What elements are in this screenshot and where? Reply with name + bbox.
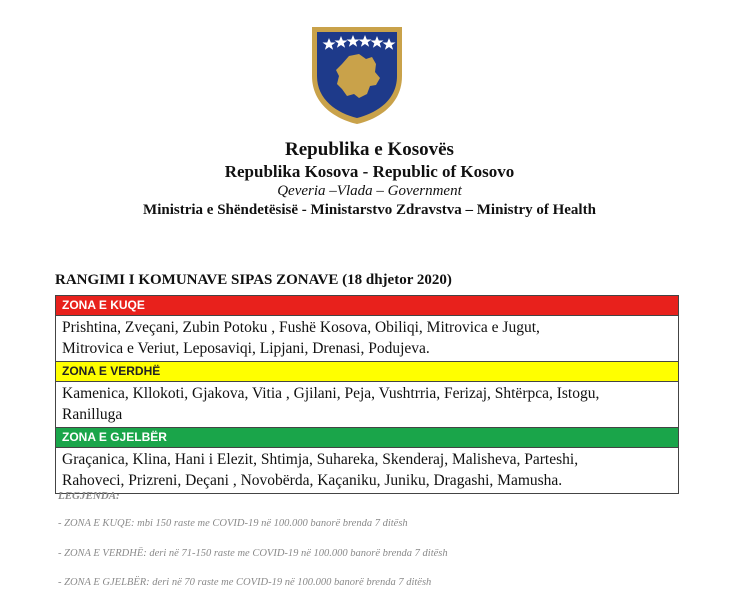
municipalities-line: Mitrovica e Veriut, Leposaviqi, Lipjani, Drenasi, Podujeva.	[62, 340, 430, 357]
zone-yellow-municipalities	[56, 382, 678, 428]
municipalities-line: Prishtina, Zveçani, Zubin Potoku , Fushë Kosova, Obiliqi, Mitrovica e Jugut,	[62, 319, 540, 336]
zone-green-municipalities	[56, 448, 678, 493]
municipalities-line: Graçanica, Klina, Hani i Elezit, Shtimja, Suhareka, Skenderaj, Malisheva, Parteshi,	[62, 451, 579, 468]
country-name-serbian-english: Republika Kosova - Republic of Kosovo	[224, 162, 515, 181]
legend-title: LEGJENDA:	[58, 490, 120, 502]
country-name-albanian: Republika e Kosovës	[285, 139, 454, 160]
zone-red-municipalities	[56, 316, 678, 362]
zone-red	[56, 296, 678, 362]
zone-red-header: ZONA E KUQE	[56, 296, 678, 316]
municipalities-line: Kamenica, Kllokoti, Gjakova, Vitia , Gjilani, Peja, Vushtrria, Ferizaj, Shtërpca, Istogu,	[62, 385, 600, 402]
zone-green	[56, 428, 678, 493]
government-line: Qeveria –Vlada – Government	[277, 183, 462, 199]
legend-red: - ZONA E KUQE: mbi 150 raste me COVID-19 në 100.000 banorë brenda 7 ditësh	[58, 518, 408, 529]
coat-of-arms-icon	[309, 24, 405, 126]
zones-table	[55, 295, 679, 494]
legend-green: - ZONA E GJELBËR: deri në 70 raste me COVID-19 në 100.000 banorë brenda 7 ditësh	[58, 577, 432, 588]
legend-yellow: - ZONA E VERDHË: deri në 71-150 raste me COVID-19 në 100.000 banorë brenda 7 ditësh	[58, 548, 448, 559]
municipalities-line: Ranilluga	[62, 406, 123, 423]
zone-yellow	[56, 362, 678, 428]
document-title: RANGIMI I KOMUNAVE SIPAS ZONAVE (18 dhjetor 2020)	[55, 272, 452, 288]
zone-yellow-header: ZONA E VERDHË	[56, 362, 678, 382]
ministry-line: Ministria e Shëndetësisë - Ministarstvo Zdravstva – Ministry of Health	[143, 202, 596, 218]
municipalities-line: Rahoveci, Prizreni, Deçani , Novobërda, Kaçaniku, Juniku, Dragashi, Mamusha.	[62, 472, 563, 489]
zone-green-header: ZONA E GJELBËR	[56, 428, 678, 448]
